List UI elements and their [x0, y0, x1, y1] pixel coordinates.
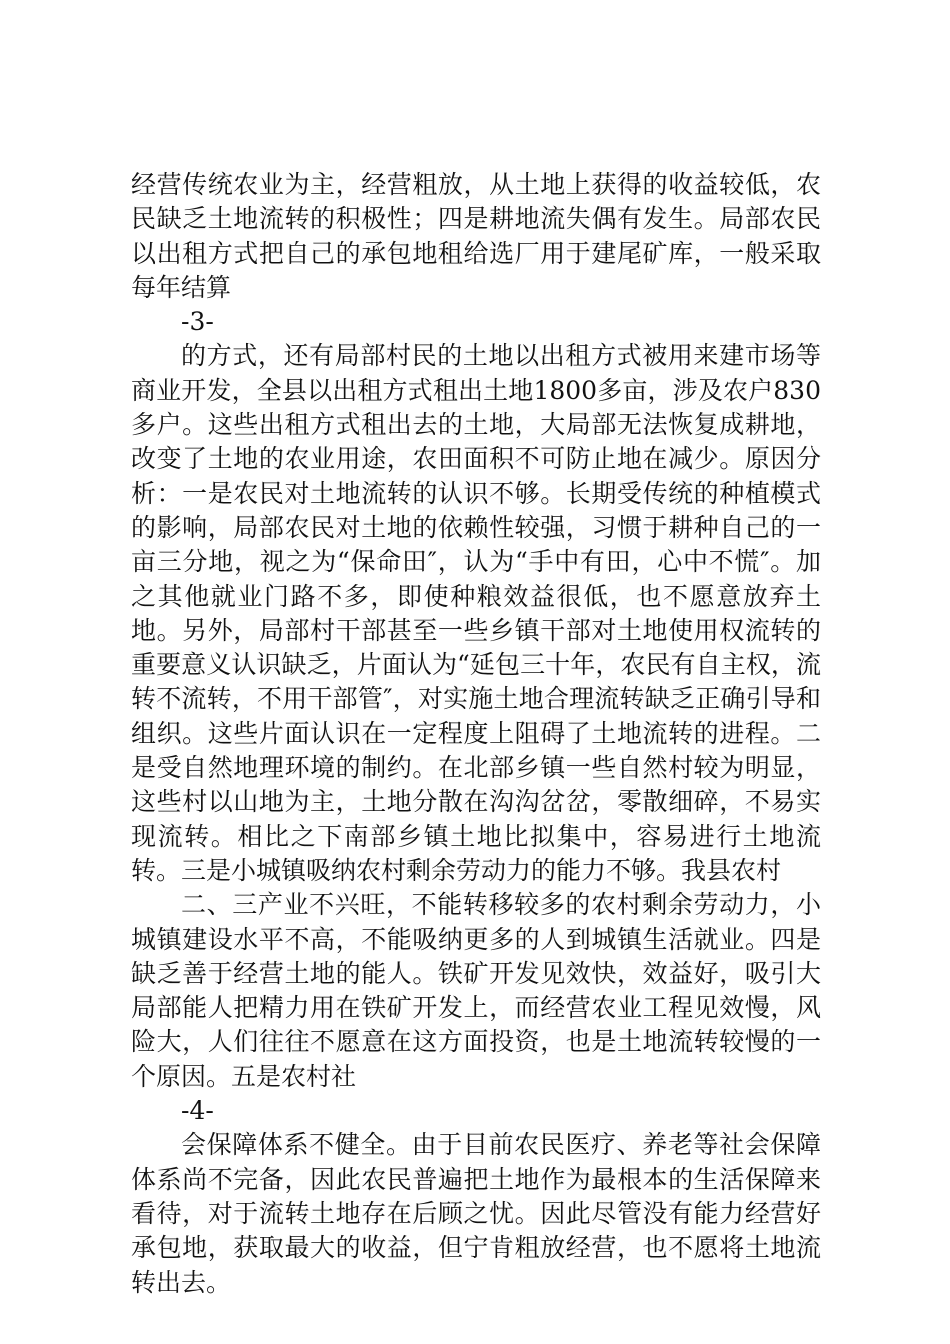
paragraph-social-security: 会保障体系不健全。由于目前农民医疗、养老等社会保障体系尚不完备，因此农民普遍把土地作为最根本的生活保障来看待，对于流转土地存在后顾之忧。因此尽管没有能力经营好承包地，获取最大的收益，但宁肯粗放经营，也不愿将土地流转出去。: [131, 1130, 821, 1297]
paragraph-analysis: 的方式，还有局部村民的土地以出租方式被用来建市场等商业开发，全县以出租方式租出土地1800多亩，涉及农户830多户。这些出租方式租出去的土地，大局部无法恢复成耕地，改变了土地的农业用途，农田面积不可防止地在减少。原因分析：一是农民对土地流转的认识不够。长期受传统的种植模式的影响，局部农民对土地的依赖性较强，习惯于耕种自己的一亩三分地，视之为“保命田″，认为“手中有田，心中不慌″。加之其他就业门路不多，即使种粮效益很低，也不愿意放弃土地。另外，局部村干部甚至一些乡镇干部对土地使用权流转的重要意义认识缺乏，片面认为“延包三十年，农民有自主权，流转不流转，不用干部管″，对实施土地合理流转缺乏正确引导和组织。这些片面认识在一定程度上阻碍了土地流转的进程。二是受自然地理环境的制约。在北部乡镇一些自然村较为明显，这些村以山地为主，土地分散在沟沟岔岔，零散细碎，不易实现流转。相比之下南部乡镇土地比拟集中，容易进行土地流转。三是小城镇吸纳农村剩余劳动力的能力不够。我县农村: [131, 341, 821, 885]
body-text: [131, 168, 821, 1300]
page-number-4: -4-: [181, 1096, 214, 1126]
paragraph-industry: 二、三产业不兴旺，不能转移较多的农村剩余劳动力，小城镇建设水平不高，不能吸纳更多的人到城镇生活就业。四是缺乏善于经营土地的能人。铁矿开发见效快，效益好，吸引大局部能人把精力用在铁矿开发上，而经营农业工程见效慢，风险大，人们往往不愿意在这方面投资，也是土地流转较慢的一个原因。五是农村社: [131, 890, 821, 1091]
paragraph-continuation: 经营传统农业为主，经营粗放，从土地上获得的收益较低，农民缺乏土地流转的积极性；四是耕地流失偶有发生。局部农民以出租方式把自己的承包地租给选厂用于建尾矿库，一般采取每年结算: [131, 170, 821, 302]
page-number-3: -3-: [181, 307, 214, 337]
